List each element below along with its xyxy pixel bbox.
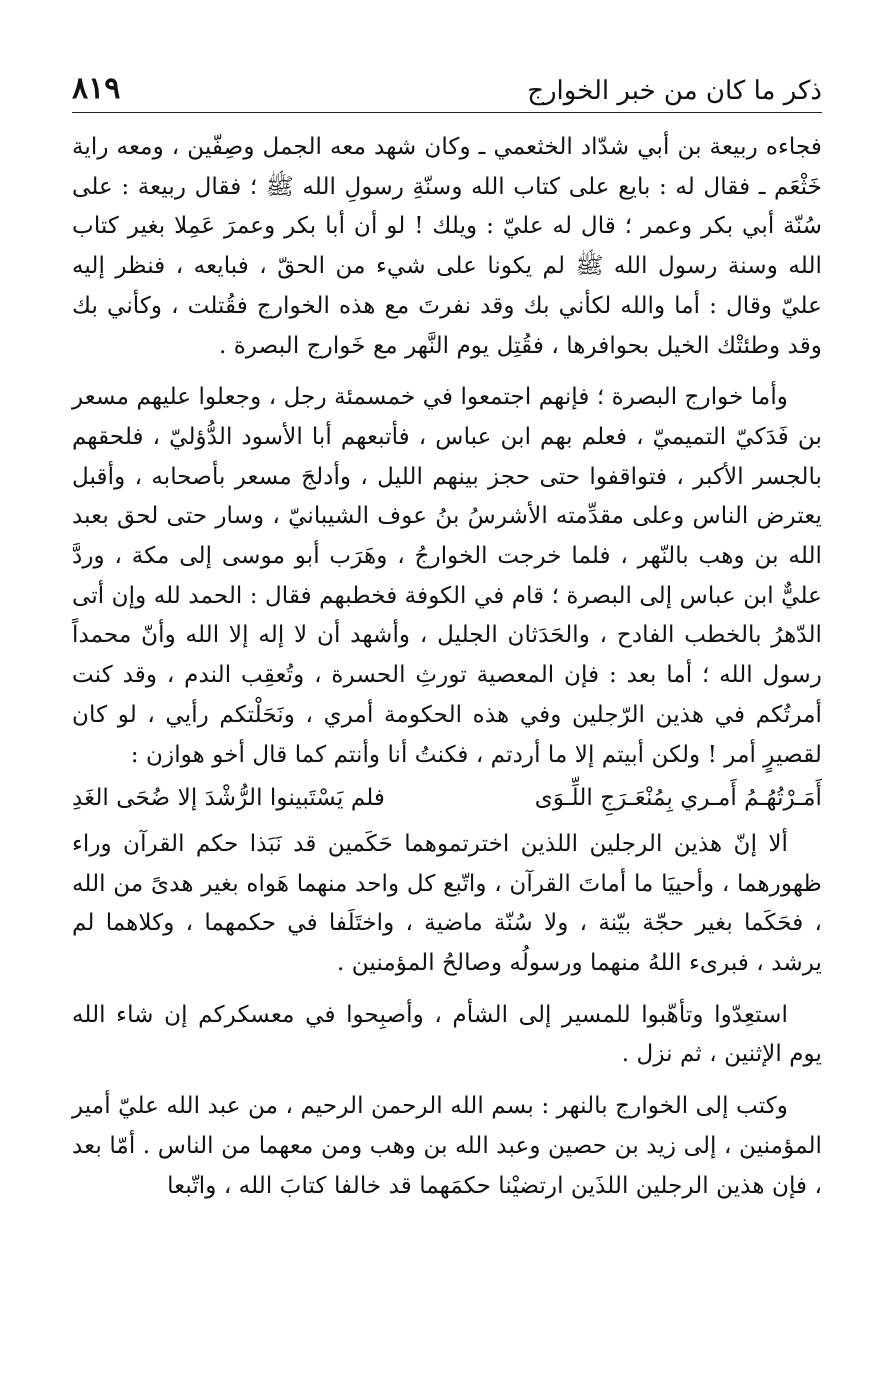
running-header — [72, 72, 822, 113]
verse-second-hemistich: فلم يَسْتَبينوا الرُّشْدَ إلا ضُحَى الغَدِ — [72, 784, 386, 812]
verse-first-hemistich: أَمَـرْتُهُـمُ أَمـري بِمُنْعَـرَجِ اللِّـوَى — [534, 784, 822, 812]
paragraph-rabia: فجاءه ربيعة بن أبي شدّاد الخثعمي ـ وكان شهد معه الجمل وصِفّين ، ومعه راية خَثْعَم ـ فقال له : بايع على كتاب الله وسنّةِ رسولِ الله ﷺ ؛ فقال ربيعة : على سُنّة أبي بكر وعمر ؛ قال له عليّ : ويلك ! لو أن أبا بكر وعمرَ عَمِلا بغير كتاب الله وسنة رسول الله ﷺ لم يكونا على شيء من الحقّ ، فبايعه ، فنظر إليه عليّ وقال : أما والله لكأني بك وقد نفرتَ مع هذه الخوارج فقُتلت ، وكأني بك وقد وطئتْك الخيل بحوافرها ، فقُتِل يوم النَّهر مع خَوارج البصرة . — [72, 133, 822, 359]
book-page — [72, 72, 822, 1205]
paragraph-two-arbiters: ألا إنّ هذين الرجلين اللذين اخترتموهما حَكَمين قد نَبَذا حكم القرآن وراء ظهورهما ، وأحييَا ما أماتَ القرآن ، واتّبع كل واحد منهما هَواه بغير هدىً من الله ، فحَكَما بغير حجّة بيّنة ، ولا سُنّة ماضية ، واختَلَفا في حكمهما ، وكلاهما لم يرشد ، فبرىء اللهُ منهما ورسولُه وصالحُ المؤمنين . — [72, 829, 822, 977]
chapter-title: ذكر ما كان من خبر الخوارج — [527, 76, 822, 106]
paragraph-letter-to-kharijites: وكتب إلى الخوارج بالنهر : بسم الله الرحمن الرحيم ، من عبد الله عليّ أمير المؤمنين ، إلى زيد بن حصين وعبد الله بن وهب ومن معهما من الناس . أمّا بعد ، فإن هذين الرجلين اللذَين ارتضيْنا حكمَهما قد خالفا كتابَ الله ، واتّبعا — [72, 1092, 822, 1199]
paragraph-basra-kharijites: وأما خوارج البصرة ؛ فإنهم اجتمعوا في خمسمئة رجل ، وجعلوا عليهم مسعر بن فَدَكيّ التميميّ ، فعلم بهم ابن عباس ، فأتبعهم أبا الأسود الدُّؤليّ ، فلحقهم بالجسر الأكبر ، فتواقفوا حتى حجز بينهم الليل ، وأدلجَ مسعر بأصحابه ، وأقبل يعترض الناس وعلى مقدِّمته الأشرسُ بنُ عوف الشيبانيّ ، وسار حتى لحق بعبد الله بن وهب بالنّهر ، فلما خرجت الخوارجُ ، وهَرَب أبو موسى إلى مكة ، وردَّ عليٌّ ابن عباس إلى البصرة ؛ قام في الكوفة فخطبهم فقال : الحمد لله وإن أتى الدّهرُ بالخطب الفادح ، والحَدَثان الجليل ، وأشهد أن لا إله إلا الله وأنّ محمداً رسول الله ؛ أما بعد : فإن المعصية تورثِ الحسرة ، وتُعقِب الندم ، وقد كنت أمرتُكم في هذين الرّجلين وفي هذه الحكومة أمري ، ونَحَلْتكم رأيي ، لو كان لقصيرٍ أمر ! ولكن أبيتم إلا ما أردتم ، فكنتُ أنا وأنتم كما قال أخو هوازن : — [72, 383, 822, 768]
paragraph-prepare-march: استعِدّوا وتأهّبوا للمسير إلى الشأم ، وأصبِحوا في معسكركم إن شاء الله يوم الإثنين ، ثم نزل . — [72, 1000, 822, 1068]
poetry-verse — [72, 778, 822, 818]
page-number: ٨١٩ — [72, 71, 121, 106]
